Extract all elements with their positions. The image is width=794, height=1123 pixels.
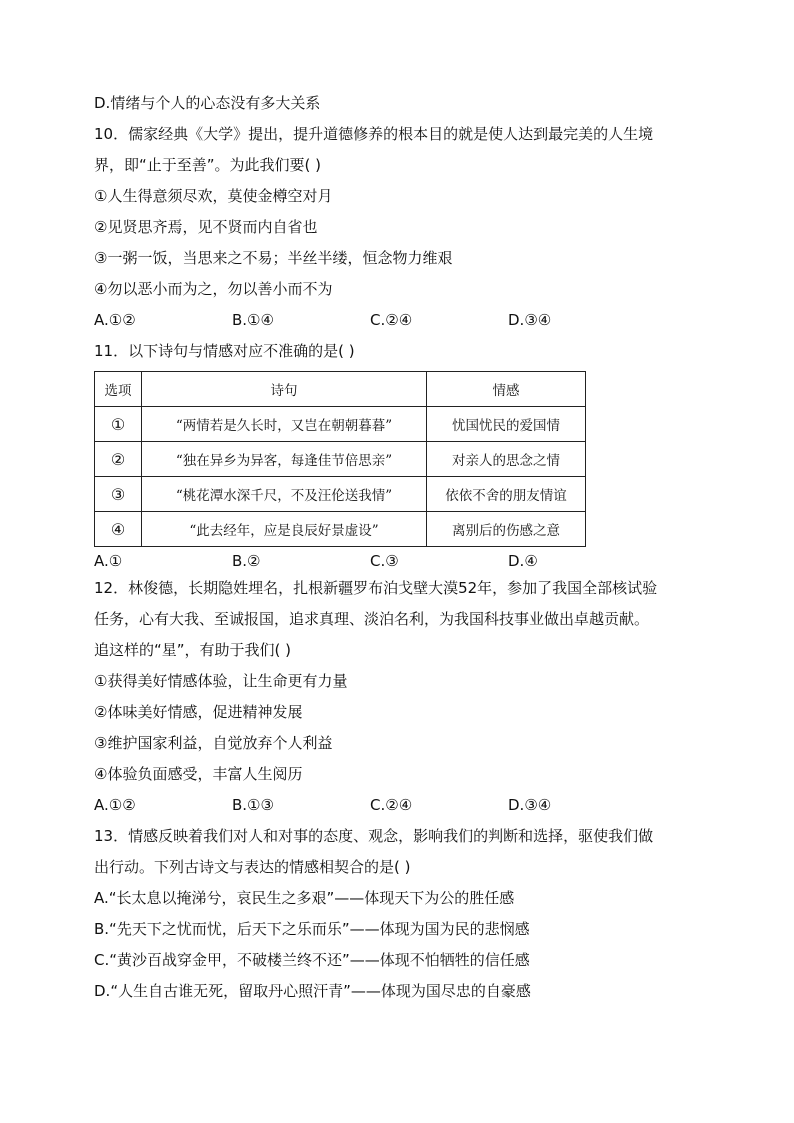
table-cell-option: ②: [95, 442, 142, 477]
q12-item-3: ③维护国家利益，自觉放弃个人利益: [94, 734, 333, 752]
table-cell-option: ④: [95, 512, 142, 547]
q11-stem: 11．以下诗句与情感对应不准确的是( ): [94, 342, 355, 360]
table-header-option: 选项: [95, 372, 142, 407]
table-row: [95, 442, 586, 477]
q12-stem-line2: 任务，心有大我、至诚报国，追求真理、淡泊名利，为我国科技事业做出卓越贡献。: [94, 610, 650, 628]
q10-options: [94, 305, 714, 336]
q11-option-c: C.③: [370, 552, 399, 570]
q12-option-c: C.②④: [370, 796, 413, 814]
table-row: [95, 477, 586, 512]
q10-option-a: A.①②: [94, 311, 136, 329]
table-cell-poem: “独在异乡为异客，每逢佳节倍思亲”: [142, 442, 427, 477]
q11-options: [94, 549, 714, 573]
q10-item-1: ①人生得意须尽欢，莫使金樽空对月: [94, 187, 333, 205]
q11-option-a: A.①: [94, 552, 123, 570]
table-cell-option: ①: [95, 407, 142, 442]
q13-stem-line1: 13．情感反映着我们对人和对事的态度、观念，影响我们的判断和选择，驱使我们做: [94, 827, 654, 845]
q10-option-d: D.③④: [508, 311, 552, 329]
q12-item-4: ④体验负面感受，丰富人生阅历: [94, 765, 303, 783]
q13-stem-line2: 出行动。下列古诗文与表达的情感相契合的是( ): [94, 858, 411, 876]
q10-option-b: B.①④: [232, 311, 274, 329]
q10-item-4: ④勿以恶小而为之，勿以善小而不为: [94, 280, 333, 298]
table-cell-poem: “两情若是久长时，又岂在朝朝暮暮”: [142, 407, 427, 442]
table-cell-poem: “此去经年，应是良辰好景虚设”: [142, 512, 427, 547]
q10-stem-line2: 界，即“止于至善”。为此我们要( ): [94, 156, 322, 174]
q12-option-d: D.③④: [508, 796, 552, 814]
table-row: [95, 407, 586, 442]
q12-item-1: ①获得美好情感体验，让生命更有力量: [94, 672, 348, 690]
table-header-poem: 诗句: [142, 372, 427, 407]
q12-option-a: A.①②: [94, 796, 136, 814]
table-cell-emotion: 依依不舍的朋友情谊: [427, 477, 586, 512]
q10-stem-line1: 10．儒家经典《大学》提出，提升道德修养的根本目的就是使人达到最完美的人生境: [94, 125, 654, 143]
table-cell-emotion: 离别后的伤感之意: [427, 512, 586, 547]
q12-option-b: B.①③: [232, 796, 274, 814]
q10-item-2: ②见贤思齐焉，见不贤而内自省也: [94, 218, 318, 236]
q9-option-d: D.情绪与个人的心态没有多大关系: [94, 94, 321, 112]
q12-options: [94, 790, 714, 821]
q11-option-d: D.④: [508, 552, 538, 570]
table-header-row: [95, 372, 586, 407]
q11-option-b: B.②: [232, 552, 261, 570]
q13-option-c: C.“黄沙百战穿金甲，不破楼兰终不还”——体现不怕牺牲的信任感: [94, 951, 530, 969]
table-cell-emotion: 忧国忧民的爱国情: [427, 407, 586, 442]
q11-table: [94, 371, 586, 547]
table-cell-option: ③: [95, 477, 142, 512]
q10-item-3: ③一粥一饭，当思来之不易；半丝半缕，恒念物力维艰: [94, 249, 453, 267]
q10-option-c: C.②④: [370, 311, 413, 329]
q12-stem-line1: 12．林俊德，长期隐姓埋名，扎根新疆罗布泊戈壁大漠52年，参加了我国全部核试验: [94, 579, 658, 597]
table-row: [95, 512, 586, 547]
table-header-emotion: 情感: [427, 372, 586, 407]
exam-page: [94, 88, 714, 1007]
table-cell-poem: “桃花潭水深千尺，不及汪伦送我情”: [142, 477, 427, 512]
q12-stem-line3: 追这样的“星”，有助于我们( ): [94, 641, 292, 659]
q13-option-a: A.“长太息以掩涕兮，哀民生之多艰”——体现天下为公的胜任感: [94, 889, 515, 907]
table-cell-emotion: 对亲人的思念之情: [427, 442, 586, 477]
q13-option-d: D.“人生自古谁无死，留取丹心照汗青”——体现为国尽忠的自豪感: [94, 982, 531, 1000]
q13-option-b: B.“先天下之忧而忧，后天下之乐而乐”——体现为国为民的悲悯感: [94, 920, 530, 938]
q12-item-2: ②体味美好情感，促进精神发展: [94, 703, 303, 721]
